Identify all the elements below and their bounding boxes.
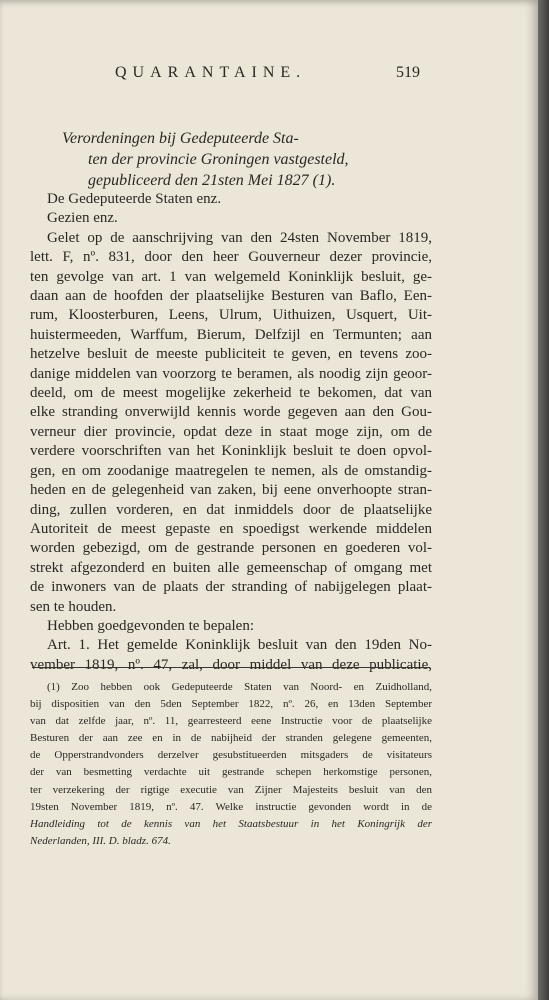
text-line: hetzelve besluit de meeste publiciteit te geven, en tevens zoo- bbox=[30, 346, 432, 363]
text-line: elke stranding onverwijld kennis worde gegeven aan den Gou- bbox=[30, 404, 432, 421]
body-text bbox=[30, 190, 432, 675]
footnote-line: der van besmetting verdachte uit gestrande schepen herkomstige personen, bbox=[30, 766, 432, 779]
footnote-divider bbox=[32, 667, 430, 668]
text-line: danige middelen van voorzorg te beramen, als noodig zijn geoor- bbox=[30, 365, 432, 382]
footnote-line: Handleiding tot de kennis van het Staatsbestuur in het Koningrijk der bbox=[30, 817, 432, 830]
running-title: QUARANTAINE. bbox=[115, 64, 307, 81]
footnote bbox=[30, 679, 432, 850]
text-line: ten gevolge van art. 1 van welgemeld Koninklijk besluit, ge- bbox=[30, 268, 432, 285]
page-edge bbox=[538, 0, 549, 1000]
text-line: heden en de gelegenheid van zaken, bij eene onverhoopte stran- bbox=[30, 482, 432, 499]
text-line: worden gebezigd, om de gestrande personen en goederen vol- bbox=[30, 540, 432, 557]
text-line: huistermeeden, Warffum, Bierum, Delfzijl en Termunten; aan bbox=[30, 326, 432, 343]
footnote-line: 19sten November 1819, nº. 47. Welke instructie gevonden wordt in de bbox=[30, 800, 432, 813]
text-line: Autoriteit de meest gepaste en spoedigst werkende middelen bbox=[30, 520, 432, 537]
footnote-line: (1) Zoo hebben ook Gedeputeerde Staten van Noord- en Zuidholland, bbox=[47, 681, 432, 693]
text-line: ding, zullen vorderen, en dat inmiddels door de plaatselijke bbox=[30, 501, 432, 518]
text-line: strekt afgezonderd en buiten alle gemeenschap of omgang met bbox=[30, 559, 432, 576]
footnote-line: bij dispositien van den 5den September 1822, nº. 26, en 13den September bbox=[30, 698, 432, 711]
title-line: Verordeningen bij Gedeputeerde Sta- bbox=[62, 130, 299, 147]
text-line: daan aan de hoofden der plaatselijke Besturen van Baflo, Een- bbox=[30, 288, 432, 305]
footnote-line: ter verzekering der rigtige executie van Zijner Majesteits besluit van den bbox=[30, 783, 432, 796]
footnote-line: Besturen der aan zee en in de nabijheid der stranden gelegene gemeenten, bbox=[30, 732, 432, 745]
text-line: Hebben goedgevonden te bepalen: bbox=[47, 617, 255, 634]
text-line: De Gedeputeerde Staten enz. bbox=[47, 191, 222, 207]
text-line: Gelet op de aanschrijving van den 24sten November 1819, bbox=[47, 229, 432, 246]
title-line: ten der provincie Groningen vastgesteld, bbox=[88, 151, 349, 168]
text-line: verneur dier provincie, opdat deze in staat moge zijn, om de bbox=[30, 423, 432, 440]
text-line: Art. 1. Het gemelde Koninklijk besluit van den 19den No- bbox=[47, 637, 432, 654]
text-line: vember 1819, nº. 47, zal, door middel van deze publicatie, bbox=[30, 656, 432, 673]
text-line: lett. F, nº. 831, door den heer Gouverneur dezer provincie, bbox=[30, 249, 432, 266]
text-line: deeld, om de meest mogelijke zekerheid te bekomen, dat van bbox=[30, 385, 432, 402]
footnote-line: van dat zelfde jaar, nº. 11, gearresteerd eene Instructie voor de plaatselijke bbox=[30, 715, 432, 728]
text-line: Gezien enz. bbox=[47, 210, 118, 227]
footnote-line: Nederlanden, III. D. bladz. 674. bbox=[30, 834, 171, 847]
section-title bbox=[62, 128, 436, 191]
text-line: rum, Kloosterburen, Leens, Ulrum, Uithuizen, Usquert, Uit- bbox=[30, 307, 432, 324]
page-header bbox=[0, 64, 538, 88]
page-number: 519 bbox=[396, 64, 420, 81]
text-line: gen, en om zoodanige maatregelen te nemen, als de omstandig- bbox=[30, 462, 432, 479]
text-line: verdere voorschriften van het Koninklijk besluit te doen opvol- bbox=[30, 443, 432, 460]
text-line: sen te houden. bbox=[30, 598, 117, 615]
text-line: de inwoners van de plaats der stranding of nabijgelegen plaat- bbox=[30, 579, 432, 596]
title-line: gepubliceerd den 21sten Mei 1827 (1). bbox=[88, 172, 336, 189]
footnote-line: de Opperstrandvonders derzelver gesubstitueerden mitsgaders de visitateurs bbox=[30, 749, 432, 762]
